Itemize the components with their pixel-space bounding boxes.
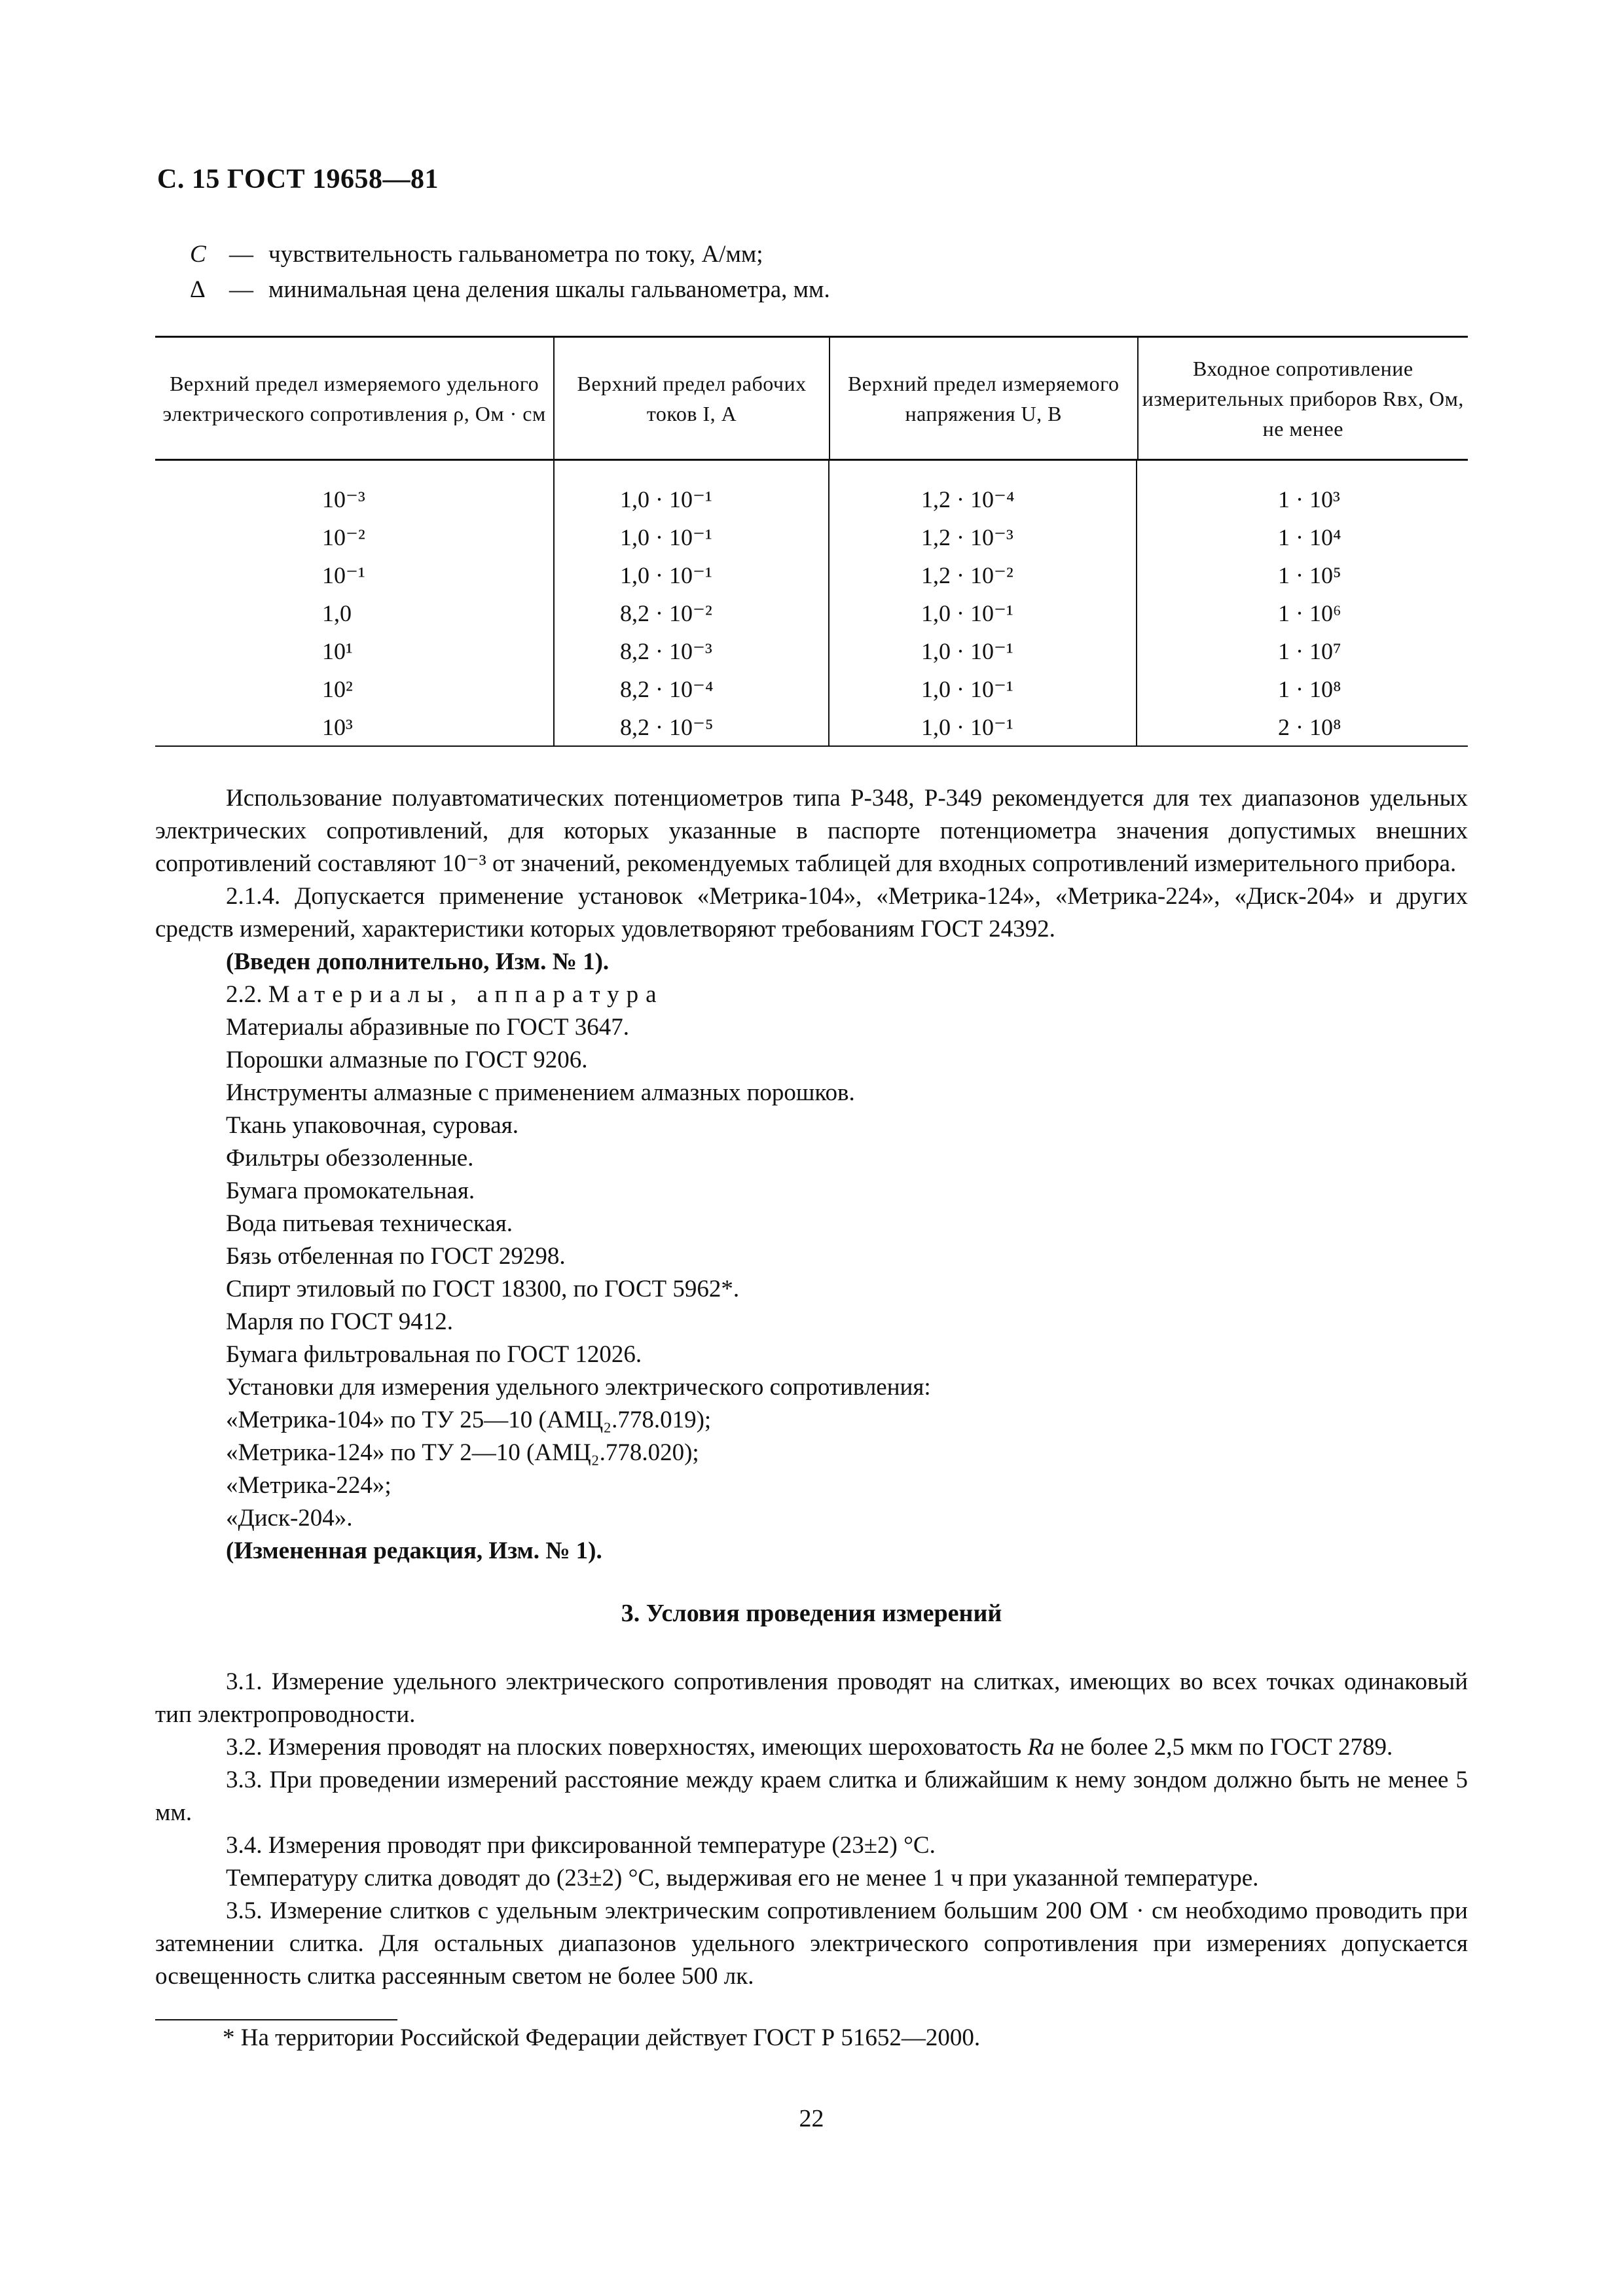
table-cell: 1,0 · 10⁻¹: [620, 524, 712, 550]
table-column: [555, 461, 830, 745]
definition-dash: —: [229, 241, 253, 268]
table-column: [155, 461, 555, 745]
list-item: Бумага фильтровальная по ГОСТ 12026.: [226, 1341, 642, 1368]
list-item: «Метрика-224»;: [226, 1472, 392, 1499]
section-title: Материалы, аппаратура: [268, 981, 664, 1008]
paragraph-3-4: 3.4. Измерения проводят при фиксированной температуре (23±2) °С.: [226, 1832, 936, 1859]
list-item: Марля по ГОСТ 9412.: [226, 1308, 454, 1335]
paragraph-3-4-cont: Температуру слитка доводят до (23±2) °С, выдерживая его не менее 1 ч при указанной температуре.: [226, 1865, 1259, 1892]
table-cell: 8,2 · 10⁻³: [620, 638, 712, 664]
paragraph-potentiometers: Использование полуавтоматических потенциометров типа Р-348, Р-349 рекомендуется для тех диапазонов удельных электрических сопротивлений, для которых указанные в паспорте потенциометра значения допустимых внешних сопротивлений составляют 10⁻³ от значений, рекомендуемых таблицей для входных сопротивлений измерительного прибора.: [155, 785, 1468, 877]
amendment-note: (Введен дополнительно, Изм. № 1).: [226, 948, 610, 975]
page-number: 22: [799, 2105, 824, 2132]
table-cell: 1,2 · 10⁻⁴: [921, 486, 1015, 512]
table-cell: 1,0 · 10⁻¹: [921, 638, 1013, 664]
table-cell: 10²: [322, 676, 353, 702]
paragraph-3-2-end: не более 2,5 мкм по ГОСТ 2789.: [1054, 1734, 1393, 1761]
table-header-cell: Верхний предел рабочих токов I, А: [555, 338, 830, 459]
list-item: «Метрика-124» по ТУ 2—10 (АМЦ₂.778.020);: [226, 1439, 699, 1466]
page-header: С. 15 ГОСТ 19658—81: [157, 164, 439, 194]
table-cell: 8,2 · 10⁻⁵: [620, 714, 714, 740]
definition-symbol: Δ: [190, 276, 206, 303]
list-item: Инструменты алмазные с применением алмазных порошков.: [226, 1079, 855, 1106]
table-cell: 1 · 10⁶: [1278, 600, 1341, 626]
amendment-note: (Измененная редакция, Изм. № 1).: [226, 1537, 602, 1564]
definition-dash: —: [229, 276, 253, 303]
table-cell: 10¹: [322, 638, 353, 664]
table-cell: 1,0 · 10⁻¹: [620, 486, 712, 512]
table-cell: 1,0 · 10⁻¹: [921, 714, 1013, 740]
table-cell: 1 · 10⁸: [1278, 676, 1341, 702]
paragraph-3-1: 3.1. Измерение удельного электрического сопротивления проводят на слитках, имеющих во всех точках одинаковый тип электропроводности.: [155, 1668, 1468, 1728]
roughness-symbol: Ra: [1027, 1734, 1055, 1761]
paragraph-3-2-start: 3.2. Измерения проводят на плоских поверхностях, имеющих шероховатость: [226, 1734, 1028, 1761]
table-cell: 1,2 · 10⁻³: [921, 524, 1013, 550]
table-cell: 8,2 · 10⁻²: [620, 600, 712, 626]
table-cell: 1,0 · 10⁻¹: [921, 676, 1013, 702]
list-item: Спирт этиловый по ГОСТ 18300, по ГОСТ 5962*.: [226, 1276, 740, 1302]
section-3: [155, 1597, 1468, 1630]
table-header-cell: Верхний предел измеряемого напряжения U, В: [830, 338, 1139, 459]
definition-row: [190, 237, 830, 272]
section-3-title: 3. Условия проведения измерений: [621, 1600, 1002, 1627]
definition-text: чувствительность гальванометра по току, А/мм;: [268, 241, 763, 268]
table-cell: 10⁻²: [322, 524, 365, 550]
list-item: Вода питьевая техническая.: [226, 1210, 513, 1237]
paragraph-2-1-4: 2.1.4. Допускается применение установок «Метрика-104», «Метрика-124», «Метрика-224», «Диск-204» и других средств измерений, характеристики которых удовлетворяют требованиям ГОСТ 24392.: [155, 883, 1468, 942]
table-cell: 1,2 · 10⁻²: [921, 562, 1013, 588]
section-3-body: [155, 1666, 1468, 1993]
table-column: [1137, 461, 1468, 745]
body-text: [155, 782, 1468, 1568]
table-cell: 2 · 10⁸: [1278, 714, 1341, 740]
list-item: Установки для измерения удельного электрического сопротивления:: [226, 1374, 931, 1401]
table-cell: 10⁻³: [322, 486, 365, 512]
definition-symbol: C: [190, 241, 206, 268]
table-cell: 1 · 10⁵: [1278, 562, 1341, 588]
table-header-cell: Входное сопротивление измерительных приборов Rвх, Ом, не менее: [1142, 356, 1464, 440]
table-cell: 1,0: [322, 600, 352, 626]
table-cell: 10³: [322, 714, 353, 740]
table-cell: 10⁻¹: [322, 562, 365, 588]
list-item: «Диск-204».: [226, 1505, 353, 1532]
table-cell: 8,2 · 10⁻⁴: [620, 676, 714, 702]
list-item: Ткань упаковочная, суровая.: [226, 1112, 519, 1139]
table-cell: 1 · 10⁴: [1278, 524, 1341, 550]
measurement-table: [155, 336, 1468, 747]
table-column: [830, 461, 1137, 745]
list-item: Фильтры обеззоленные.: [226, 1145, 474, 1172]
section-number: 2.2.: [226, 981, 263, 1008]
list-item: Материалы абразивные по ГОСТ 3647.: [226, 1014, 629, 1041]
symbol-definitions: [190, 237, 830, 308]
paragraph-3-2: [155, 1731, 1468, 1764]
list-item: «Метрика-104» по ТУ 25—10 (АМЦ₂.778.019);: [226, 1407, 712, 1433]
table-cell: 1 · 10⁷: [1278, 638, 1341, 664]
footnote: * На территории Российской Федерации действует ГОСТ Р 51652—2000.: [223, 2024, 981, 2051]
table-cell: 1,0 · 10⁻¹: [921, 600, 1013, 626]
table-header-cell: Верхний предел измеряемого удельного электрического сопротивления ρ, Ом · см: [155, 338, 555, 459]
table-cell: 1 · 10³: [1278, 486, 1340, 512]
definition-row: [190, 272, 830, 308]
list-item: Порошки алмазные по ГОСТ 9206.: [226, 1047, 588, 1073]
table-body: [155, 461, 1468, 747]
table-cell: 1,0 · 10⁻¹: [620, 562, 712, 588]
paragraph-3-5: 3.5. Измерение слитков с удельным электрическим сопротивлением большим 200 ОМ · см необходимо проводить при затемнении слитка. Для остальных диапазонов удельного электрического сопротивления при измерениях допускается освещенность слитка рассеянным светом не более 500 лк.: [155, 1897, 1468, 1990]
list-item: Бумага промокательная.: [226, 1177, 475, 1204]
table-header: [155, 338, 1468, 461]
definition-text: минимальная цена деления шкалы гальванометра, мм.: [268, 276, 830, 303]
paragraph-3-3: 3.3. При проведении измерений расстояние между краем слитка и ближайшим к нему зондом должно быть не менее 5 мм.: [155, 1767, 1468, 1826]
list-item: Бязь отбеленная по ГОСТ 29298.: [226, 1243, 566, 1270]
section-2-2-heading: [155, 978, 1468, 1011]
footnote-divider: [155, 2019, 397, 2020]
